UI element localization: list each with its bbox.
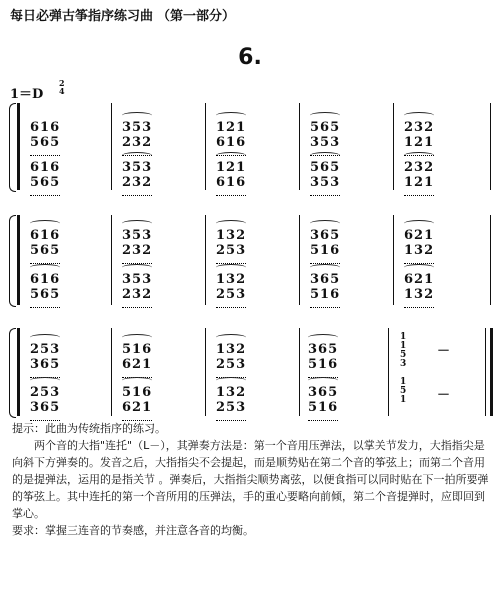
barline [388,328,389,416]
notes-text: 365 516 [308,385,339,415]
notes-text: 365 516 [310,228,341,258]
system-1-bottom-m5 [404,160,434,190]
notes-text: 621 132 [404,228,435,258]
notes-text: 565 353 [310,160,341,190]
chord-note: 5 [400,350,407,360]
title-subtitle: （第一部分） [157,9,236,24]
system-3-start-bar [17,328,20,416]
triplet-group [308,385,338,415]
notes-text: 253 365 [30,342,61,372]
system-3-brace [9,328,16,418]
triplet-group [310,120,340,150]
system-2-bottom-m2 [122,272,152,302]
notes-text: 232 121 [404,160,435,190]
system-1-brace [9,103,16,192]
system-1-bottom-m1 [30,160,60,190]
triplet-group [310,272,340,302]
triplet-group [216,272,246,302]
system-2-bottom-m5 [404,272,434,302]
barline [111,103,112,190]
final-barline [490,328,493,416]
final-chord-top [400,333,406,369]
system-2-top-m5 [404,228,434,258]
barline [393,215,394,305]
barline [393,103,394,190]
key-signature: 1＝D [10,87,44,102]
notes-text: 253 365 [30,385,61,415]
system-3-top-m3 [216,342,246,372]
time-signature [59,79,65,95]
notes-text: 132 253 [216,228,247,258]
system-1-top-m5 [404,120,434,150]
system-2-top-m1 [30,228,60,258]
system-1-top-m2 [122,120,152,150]
system-3-bottom-m2 [122,385,152,415]
triplet-group [404,272,434,302]
system-1-bottom-m3 [216,160,246,190]
triplet-group [308,342,338,372]
rest-dash-top: － [437,344,451,359]
triplet-group [30,160,60,190]
system-2-top-m4 [310,228,340,258]
system-1-bottom-m2 [122,160,152,190]
notes-text: 132 253 [216,385,247,415]
notes-text: 132 253 [216,272,247,302]
triplet-group [30,342,60,372]
barline [111,328,112,416]
system-3-top-m2 [122,342,152,372]
triplet-group [122,342,152,372]
chord-note: 1 [400,341,407,351]
triplet-group [122,272,152,302]
triplet-group [30,228,60,258]
triplet-group [404,160,434,190]
triplet-group [216,228,246,258]
page-title [10,5,235,24]
triplet-group [30,272,60,302]
system-2-bottom-m1 [30,272,60,302]
system-2-bottom-m4 [310,272,340,302]
barline [485,328,486,416]
system-2-bottom-m3 [216,272,246,302]
notes-text: 121 616 [216,120,247,150]
notes-text: 121 616 [216,160,247,190]
notes-text: 353 232 [122,160,153,190]
barline [299,215,300,305]
system-3-bottom-m3 [216,385,246,415]
piece-number: 6. [238,45,262,70]
system-1-start-bar [17,103,20,190]
barline [205,103,206,190]
notes-text: 516 621 [122,342,153,372]
barline [490,215,491,305]
notes-text: 616 565 [30,272,61,302]
chord-note: 3 [400,359,407,369]
triplet-group [122,385,152,415]
system-3-bottom-m4 [308,385,338,415]
system-3-top-m4 [308,342,338,372]
barline [299,103,300,190]
barline [299,328,300,416]
notes-text: 353 232 [122,120,153,150]
system-2-top-m2 [122,228,152,258]
triplet-group [122,120,152,150]
notes-text: 616 565 [30,228,61,258]
barline [490,103,491,190]
notes-text: 565 353 [310,120,341,150]
notes-text: 616 565 [30,160,61,190]
triplet-group [216,120,246,150]
system-2-brace [9,215,16,307]
system-1-top-m4 [310,120,340,150]
time-top: 2 [59,78,65,88]
rest-dash-bottom: － [437,388,451,403]
triplet-group [216,385,246,415]
notes-text: 232 121 [404,120,435,150]
triplet-group [122,228,152,258]
final-chord-bottom [400,378,406,405]
triplet-group [310,160,340,190]
triplet-group [404,228,434,258]
barline [111,215,112,305]
notes-text: 353 232 [122,228,153,258]
notes-text: 132 253 [216,342,247,372]
triplet-group [30,385,60,415]
triplet-group [216,342,246,372]
time-bottom: 4 [59,86,65,96]
notes-text: 621 132 [404,272,435,302]
system-1-bottom-m4 [310,160,340,190]
barline [205,215,206,305]
system-3-bottom-m1 [30,385,60,415]
triplet-group [30,120,60,150]
chord-note: 1 [400,332,407,342]
notes-text: 353 232 [122,272,153,302]
method-paragraph: 两个音的大指"连托"（L－），其弹奏方法是：第一个音用压弹法，以掌关节发力，大指指尖是向斜下方弹奏的。发音之后，大指指尖不会提起，而是顺势贴在第二个音的筝弦上；而第二个音用的是提弹法，运用的是指关节 。弹奏后，大指指尖顺势离弦，以便食指可以同时贴在下一拍所要弹的筝弦上。其中连托的第一个音所用的压弹法，手的重心要略向前倾，第二个音提弹时，应即回到掌心。 [12,439,489,520]
title-text: 每日必弹古筝指序练习曲 [10,9,154,24]
barline [205,328,206,416]
triplet-group [310,228,340,258]
notes-text: 365 516 [308,342,339,372]
notes-section [12,420,492,539]
triplet-group [404,120,434,150]
notes-text: 616 565 [30,120,61,150]
system-1-top-m1 [30,120,60,150]
chord-note: 1 [400,395,407,405]
notes-text: 516 621 [122,385,153,415]
notes-text: 365 516 [310,272,341,302]
chord-note: 5 [400,386,407,396]
chord-note: 1 [400,377,407,387]
triplet-group [122,160,152,190]
triplet-group [216,160,246,190]
system-1-top-m3 [216,120,246,150]
system-2-start-bar [17,215,20,305]
system-2-top-m3 [216,228,246,258]
requirement-text: 要求：掌握三连音的节奏感，并注意各音的均衡。 [12,524,254,537]
system-3-top-m1 [30,342,60,372]
hint-text: 提示：此曲为传统指序的练习。 [12,422,166,435]
